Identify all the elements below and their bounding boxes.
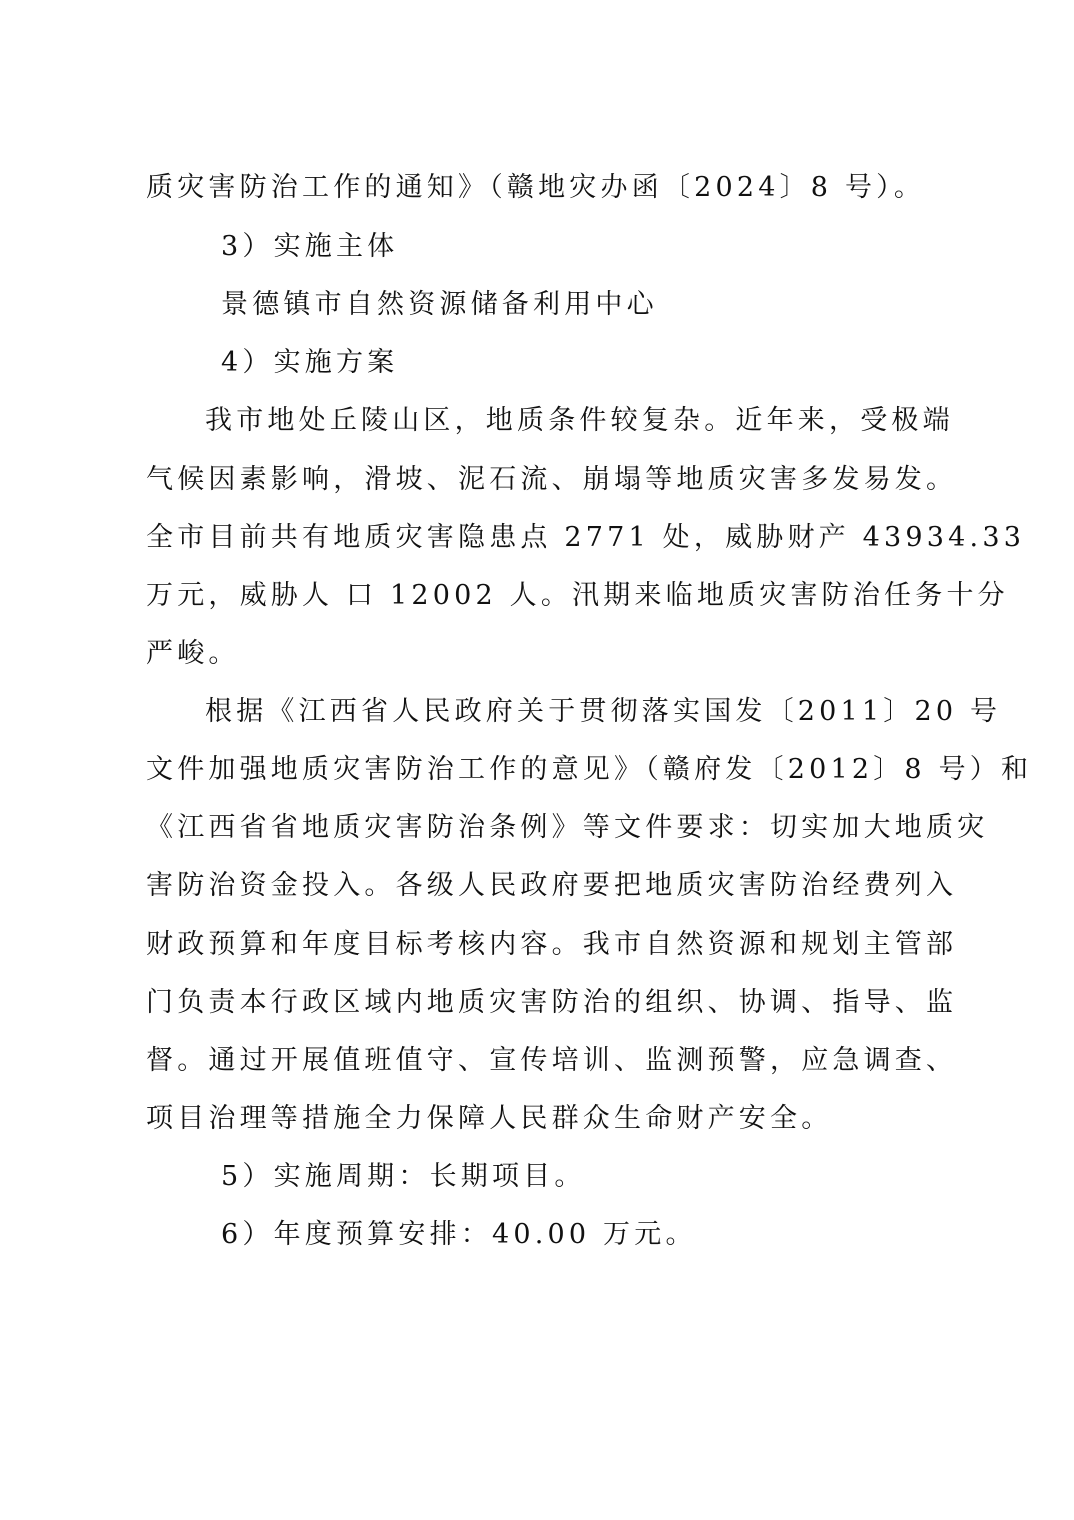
text-line-9: 严峻。 xyxy=(146,638,240,669)
text-line-12: 《江西省省地质灾害防治条例》等文件要求：切实加大地质灾 xyxy=(146,812,989,843)
text-line-5: 我市地处丘陵山区，地质条件较复杂。近年来，受极端 xyxy=(205,405,954,436)
text-line-6: 气候因素影响，滑坡、泥石流、崩塌等地质灾害多发易发。 xyxy=(146,464,958,495)
text-line-1: 质灾害防治工作的通知》（赣地灾办函〔2024〕8 号）。 xyxy=(146,172,926,203)
section-heading-6: 6）年度预算安排：40.00 万元。 xyxy=(221,1219,697,1250)
text-line-3: 景德镇市自然资源储备利用中心 xyxy=(221,289,658,320)
section-heading-3: 3）实施主体 xyxy=(221,231,399,262)
text-line-13: 害防治资金投入。各级人民政府要把地质灾害防治经费列入 xyxy=(146,870,958,901)
section-heading-5: 5）实施周期：长期项目。 xyxy=(221,1161,586,1192)
text-line-14: 财政预算和年度目标考核内容。我市自然资源和规划主管部 xyxy=(146,929,958,960)
text-line-8: 万元，威胁人 口 12002 人。汛期来临地质灾害防治任务十分 xyxy=(146,580,1009,611)
text-line-10: 根据《江西省人民政府关于贯彻落实国发〔2011〕20 号 xyxy=(205,696,1002,727)
text-line-11: 文件加强地质灾害防治工作的意见》（赣府发〔2012〕8 号）和 xyxy=(146,754,1033,785)
text-line-7: 全市目前共有地质灾害隐患点 2771 处，威胁财产 43934.33 xyxy=(146,522,1026,553)
text-line-17: 项目治理等措施全力保障人民群众生命财产安全。 xyxy=(146,1103,833,1134)
text-line-15: 门负责本行政区域内地质灾害防治的组织、协调、指导、监 xyxy=(146,987,958,1018)
text-line-16: 督。通过开展值班值守、宣传培训、监测预警，应急调查、 xyxy=(146,1045,958,1076)
section-heading-4: 4）实施方案 xyxy=(221,347,399,378)
